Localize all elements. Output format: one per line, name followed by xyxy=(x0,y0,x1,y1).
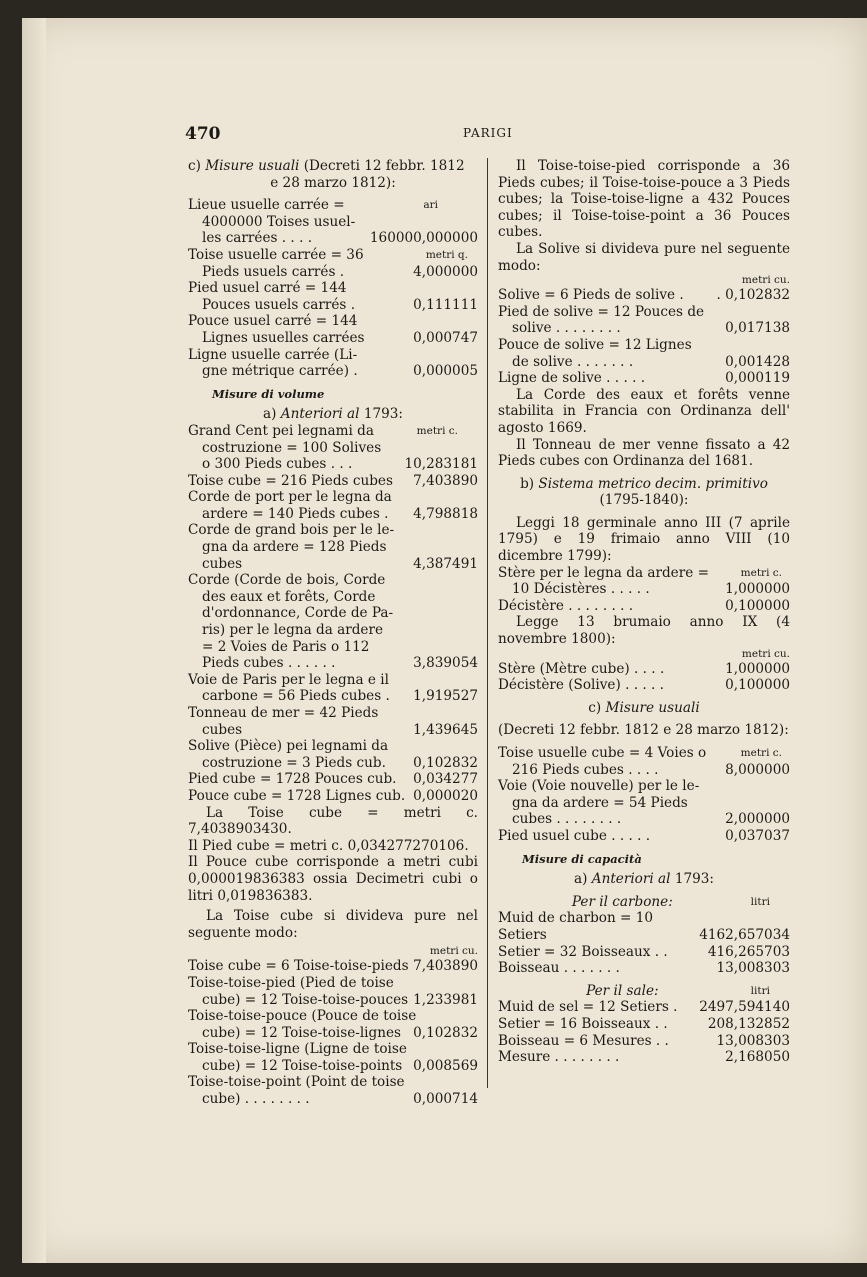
entry-row: solive . . . . . . . . 0,017138 xyxy=(512,320,790,337)
entry-line: Toise-toise-point (Point de toise xyxy=(188,1074,405,1091)
paragraph: Il Toise-toise-pied corrisponde a 36 Pieds cubes; il Toise-toise-pouce a 3 Pieds cubes; la Toise-toise-ligne a 432 Pouces cubes; il Toise-toise-point a 36 Pouces cubes. xyxy=(498,158,790,241)
entry-row: Pouces usuels carrés . 0,111111 xyxy=(202,296,478,313)
entry-row: Solive = 6 Pieds de solive . . 0,102832 xyxy=(498,287,790,304)
section-intro-line2: e 28 marzo 1812): xyxy=(270,174,396,191)
entry-line: gna da ardere = 128 Pieds xyxy=(202,539,387,556)
entry-line: 4000000 Toises usuel- xyxy=(202,213,356,230)
entry-line: gna da ardere = 54 Pieds xyxy=(512,794,688,811)
section-b-years: (1795-1840): xyxy=(599,492,689,509)
page-binding xyxy=(22,18,46,1263)
running-head: PARIGI xyxy=(463,126,513,140)
entry-row: cube) = 12 Toise-toise-lignes 0,102832 xyxy=(202,1024,478,1041)
entry-line: Solive (Pièce) pei legnami da xyxy=(188,738,389,755)
entry-row: Ligne de solive . . . . . 0,000119 xyxy=(498,370,790,387)
section-c-decrees: (Decreti 12 febbr. 1812 e 28 marzo 1812): xyxy=(498,722,789,739)
section-b-heading: b) Sistema metrico decim. primitivo xyxy=(520,475,768,492)
paragraph: La Toise cube si divideva pure nel seguente modo: xyxy=(188,908,478,941)
unit-label: metri cu. xyxy=(741,647,790,660)
entry-row: Setier = 32 Boisseaux . . 416,265703 xyxy=(498,943,790,960)
entry-line: = 2 Voies de Paris o 112 xyxy=(202,638,370,655)
entry-row: de solive . . . . . . . 0,001428 xyxy=(512,353,790,370)
entry-row: Pied usuel cube . . . . . 0,037037 xyxy=(498,827,790,844)
carbone-heading-row: Per il carbone: litri xyxy=(571,893,770,910)
paragraph: Il Pied cube = metri c. 0,034277270106. xyxy=(188,837,469,854)
entry-row: Décistère (Solive) . . . . . 0,100000 xyxy=(498,677,790,694)
entry-row: cubes 1,439645 xyxy=(202,721,478,738)
paragraph: La Corde des eaux et forêts venne stabilita in Francia con Ordinanza dell' agosto 1669. xyxy=(498,386,790,436)
entry-line: Pied usuel carré = 144 xyxy=(188,280,347,297)
entry-line: Corde (Corde de bois, Corde xyxy=(188,572,386,589)
entry-row: Setier = 16 Boisseaux . . 208,132852 xyxy=(498,1015,790,1032)
entry-row: cube) = 12 Toise-toise-points 0,008569 xyxy=(202,1057,478,1074)
entry-line: Pouce de solive = 12 Lignes xyxy=(498,336,692,353)
right-column xyxy=(498,158,790,1066)
entry-row: cube) . . . . . . . . 0,000714 xyxy=(202,1091,478,1108)
unit-label: metri cu. xyxy=(429,945,478,958)
entry-row: Muid de charbon = 10 Setiers 4162,657034 xyxy=(498,910,790,943)
entry-line: Voie (Voie nouvelle) per le le- xyxy=(498,778,700,795)
capacity-heading: Misure di capacità xyxy=(522,851,642,866)
entry-line: ris) per le legna da ardere xyxy=(202,622,384,639)
entry-line: Pied de solive = 12 Pouces de xyxy=(498,303,705,320)
entry-row: Pieds usuels carrés . 4,000000 xyxy=(202,263,478,280)
entry-row: Toise usuelle cube = 4 Voies o metri c. xyxy=(498,745,782,761)
entry-row: carbone = 56 Pieds cubes . 1,919527 xyxy=(202,688,478,705)
paragraph: La Solive si divideva pure nel seguente modo: xyxy=(498,240,790,274)
page-header xyxy=(185,124,837,144)
paragraph: Il Tonneau de mer venne fissato a 42 Pieds cubes con Ordinanza del 1681. xyxy=(498,436,790,470)
page-number: 470 xyxy=(185,124,221,144)
entry-row: 10 Décistères . . . . . 1,000000 xyxy=(512,581,790,598)
entry-line: des eaux et forêts, Corde xyxy=(202,588,376,605)
entry-line: d'ordonnance, Corde de Pa- xyxy=(202,605,394,622)
entry-row: Lignes usuelles carrées 0,000747 xyxy=(202,329,478,346)
unit-label: metri cu. xyxy=(741,274,790,287)
entry-line: costruzione = 100 Solives xyxy=(202,439,382,456)
entry-line: Pouce usuel carré = 144 xyxy=(188,313,358,330)
anteriori-heading: a) Anteriori al 1793: xyxy=(263,406,403,423)
paragraph: La Toise cube = metri c. 7,4038903430. xyxy=(188,804,478,838)
entry-line: Voie de Paris per le legna e il xyxy=(188,671,389,688)
entry-row: o 300 Pieds cubes . . . 10,283181 xyxy=(202,456,478,473)
entry-line: Ligne usuelle carrée (Li- xyxy=(188,346,358,363)
left-column xyxy=(188,158,478,1108)
entry-row: ardere = 140 Pieds cubes . 4,798818 xyxy=(202,505,478,522)
entry-line: Corde de port per le legna da xyxy=(188,489,392,506)
volume-heading: Misure di volume xyxy=(212,386,325,401)
entry-row: cubes . . . . . . . . 2,000000 xyxy=(512,811,790,828)
paragraph: Legge 13 brumaio anno IX (4 novembre 1800): xyxy=(498,614,790,648)
anteriori-heading: a) Anteriori al 1793: xyxy=(574,871,714,888)
sale-heading-row: Per il sale: litri xyxy=(586,982,770,999)
entry-row: 216 Pieds cubes . . . . 8,000000 xyxy=(512,761,790,778)
entry-row: Décistère . . . . . . . . 0,100000 xyxy=(498,597,790,614)
entry-row: Pied cube = 1728 Pouces cub. 0,034277 xyxy=(188,771,478,788)
entry-row: Toise usuelle carrée = 36 metri q. xyxy=(188,246,468,263)
entry-row: cube) = 12 Toise-toise-pouces 1,233981 xyxy=(202,991,478,1008)
entry-line: Tonneau de mer = 42 Pieds xyxy=(188,705,379,721)
entry-row: Stère per le legna da ardere = metri c. xyxy=(498,564,782,581)
entry-row: Lieue usuelle carrée = ari xyxy=(188,197,438,214)
entry-row: Boisseau = 6 Mesures . . 13,008303 xyxy=(498,1032,790,1049)
paragraph: Il Pouce cube corrisponde a metri cubi 0,000019836383 ossia Decimetri cubi o litri 0,019836383. xyxy=(188,854,478,904)
column-divider xyxy=(487,158,488,1088)
entry-line: Toise-toise-pouce (Pouce de toise xyxy=(188,1008,417,1025)
paragraph: Leggi 18 germinale anno III (7 aprile 1795) e 19 frimaio anno VIII (10 dicembre 1799): xyxy=(498,514,790,565)
entry-row: costruzione = 3 Pieds cub. 0,102832 xyxy=(202,754,478,771)
section-c-heading: c) Misure usuali xyxy=(588,699,700,716)
entry-row: gne métrique carrée) . 0,000005 xyxy=(202,363,478,380)
entry-row: Pouce cube = 1728 Lignes cub. 0,000020 xyxy=(188,787,478,804)
entry-line: Toise-toise-pied (Pied de toise xyxy=(188,974,394,991)
entry-row: les carrées . . . . 160000,000000 xyxy=(202,230,478,247)
entry-row: Pieds cubes . . . . . . 3,839054 xyxy=(202,655,478,672)
entry-line: Corde de grand bois per le le- xyxy=(188,522,395,539)
entry-row: Grand Cent pei legnami da metri c. xyxy=(188,422,458,439)
entry-row: Mesure . . . . . . . . 2,168050 xyxy=(498,1049,790,1066)
entry-row: cubes 4,387491 xyxy=(202,555,478,572)
entry-line: Toise-toise-ligne (Ligne de toise xyxy=(188,1041,407,1058)
entry-row: Stère (Mètre cube) . . . . 1,000000 xyxy=(498,660,790,677)
entry-row: Toise cube = 216 Pieds cubes 7,403890 xyxy=(188,472,478,489)
entry-row: Muid de sel = 12 Setiers . 2497,594140 xyxy=(498,999,790,1016)
entry-row: Boisseau . . . . . . . 13,008303 xyxy=(498,960,790,977)
entry-row: Toise cube = 6 Toise-toise-pieds 7,403890 xyxy=(188,958,478,975)
section-intro: c) Misure usuali (Decreti 12 febbr. 1812 xyxy=(188,158,465,174)
